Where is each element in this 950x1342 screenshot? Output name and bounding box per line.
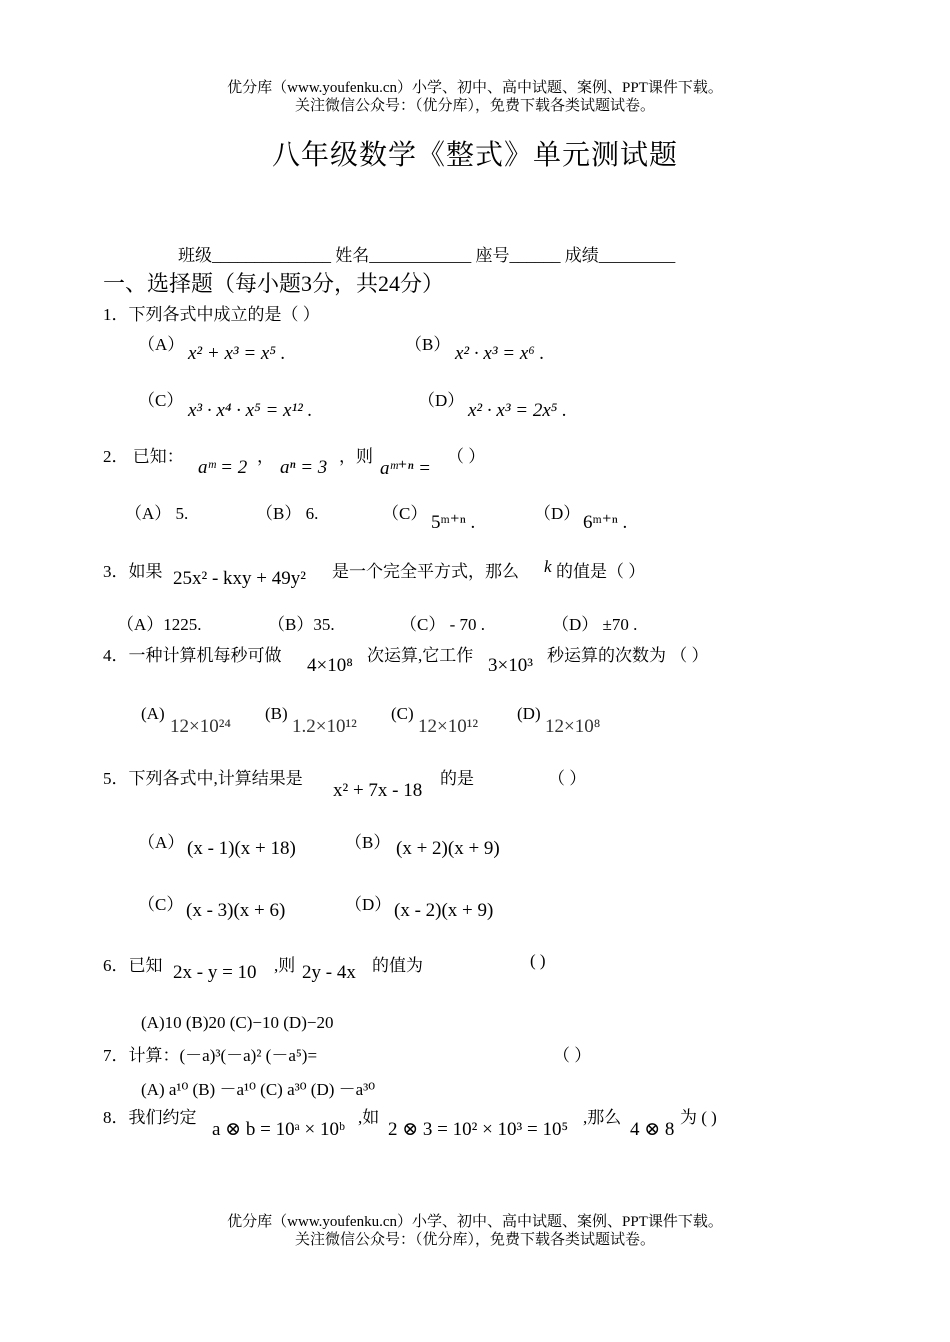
q8-definition: a ⊗ b = 10ᵃ × 10ᵇ xyxy=(212,1119,345,1140)
q4-option-d-label: (D) xyxy=(517,704,541,723)
q4-option-d: 12×10⁸ xyxy=(545,716,601,737)
q3-stem-middle: 是一个完全平方式，那么 xyxy=(332,562,519,581)
q2-then: ，则 xyxy=(339,447,373,466)
q8-example: 2 ⊗ 3 = 10² × 10³ = 10⁵ xyxy=(388,1119,569,1140)
q3-expression: 25x² - kxy + 49y² xyxy=(173,568,306,589)
q8-stem-then: ,那么 xyxy=(583,1108,622,1127)
q8-stem-end: 为 ( ) xyxy=(680,1108,717,1127)
q1-option-c-label: （C） xyxy=(138,391,184,410)
q8-query: 4 ⊗ 8 xyxy=(630,1119,675,1140)
q2-answer-paren: （ ） xyxy=(447,447,486,466)
q3-variable-k: k xyxy=(544,557,552,576)
q1-option-d-label: （D） xyxy=(418,391,465,410)
page-title: 八年级数学《整式》单元测试题 xyxy=(271,140,678,171)
q1-option-b: x² · x³ = x⁶ . xyxy=(455,343,545,364)
q4-option-b-label: (B) xyxy=(265,704,288,723)
q5-answer-paren: （ ） xyxy=(548,769,587,788)
header-line-1: 优分库（www.youfenku.cn）小学、初中、高中试题、案例、PPT课件下载。 xyxy=(227,80,723,96)
q1-option-b-label: （B） xyxy=(405,335,451,354)
q3-option-c: （C） - 70 . xyxy=(400,615,485,634)
q2-option-b: （B） 6. xyxy=(256,504,319,523)
q5-option-c-label: （C） xyxy=(138,895,184,914)
q6-stem-end: 的值为 xyxy=(372,956,423,975)
q5-option-a: (x - 1)(x + 18) xyxy=(187,838,296,859)
q8-stem-example: ,如 xyxy=(358,1108,380,1127)
q2-expr-3: aᵐ⁺ⁿ = xyxy=(380,458,432,479)
q5-option-d-label: （D） xyxy=(345,895,392,914)
q6-stem-middle: ,则 xyxy=(274,956,296,975)
q6-stem-start: 6．已知 xyxy=(103,956,163,975)
q4-stem-start: 4．一种计算机每秒可做 xyxy=(103,646,282,665)
q5-option-b-label: （B） xyxy=(345,833,391,852)
footer-line-2: 关注微信公众号：（优分库），免费下载各类试题试卷。 xyxy=(294,1232,655,1248)
q2-expr-1: aᵐ = 2 xyxy=(198,457,248,478)
q7-stem: 7．计算：(－a)³(－a)² (－a⁵)= xyxy=(103,1046,318,1065)
q2-option-d-label: （D） xyxy=(534,504,581,523)
q7-options: (A) a¹⁰ (B) －a¹⁰ (C) a³⁰ (D) －a³⁰ xyxy=(141,1080,376,1099)
q1-option-d: x² · x³ = 2x⁵ . xyxy=(468,400,567,421)
q4-option-a: 12×10²⁴ xyxy=(170,716,232,737)
q2-comma: ， xyxy=(257,447,274,466)
q2-option-d: 6ᵐ⁺ⁿ . xyxy=(583,512,628,533)
q4-option-a-label: (A) xyxy=(141,704,165,723)
q2-stem: 2． 已知： xyxy=(103,447,184,466)
q3-stem-start: 3．如果 xyxy=(103,562,163,581)
q4-option-c: 12×10¹² xyxy=(418,716,479,737)
q4-expr-2: 3×10³ xyxy=(488,655,533,676)
q5-stem-start: 5．下列各式中,计算结果是 xyxy=(103,769,303,788)
q6-expr-2: 2y - 4x xyxy=(302,962,356,983)
q6-answer-paren: ( ) xyxy=(530,951,546,970)
q4-stem-end: 秒运算的次数为 （ ） xyxy=(547,646,709,665)
q2-option-c-label: （C） xyxy=(382,504,428,523)
q4-stem-middle: 次运算,它工作 xyxy=(367,646,474,665)
footer-line-1: 优分库（www.youfenku.cn）小学、初中、高中试题、案例、PPT课件下载。 xyxy=(227,1214,723,1230)
q4-expr-1: 4×10⁸ xyxy=(307,655,353,676)
q1-option-a: x² + x³ = x⁵ . xyxy=(188,343,286,364)
q1-option-c: x³ · x⁴ · x⁵ = x¹² . xyxy=(188,400,313,421)
q5-option-b: (x + 2)(x + 9) xyxy=(396,838,500,859)
q2-option-a: （A） 5. xyxy=(125,504,189,523)
q5-expression: x² + 7x - 18 xyxy=(333,780,423,801)
q3-stem-end: 的值是（ ） xyxy=(556,562,646,581)
q3-option-d: （D） ±70 . xyxy=(552,615,638,634)
q1-option-a-label: （A） xyxy=(138,335,185,354)
q3-option-b: （B）35. xyxy=(268,615,335,634)
q5-stem-end: 的是 xyxy=(440,769,474,788)
q6-options: (A)10 (B)20 (C)−10 (D)−20 xyxy=(141,1013,334,1032)
student-info-line: 班级______________ 姓名____________ 座号______ 成绩_________ xyxy=(178,246,676,265)
q8-stem-start: 8．我们约定 xyxy=(103,1108,197,1127)
q4-option-c-label: (C) xyxy=(391,704,414,723)
q3-option-a: （A）1225. xyxy=(117,615,202,634)
q7-answer-paren: （ ） xyxy=(553,1046,592,1065)
q5-option-c: (x - 3)(x + 6) xyxy=(186,900,286,921)
q2-option-c: 5ᵐ⁺ⁿ . xyxy=(431,512,476,533)
q4-option-b: 1.2×10¹² xyxy=(292,716,357,737)
header-line-2: 关注微信公众号：（优分库），免费下载各类试题试卷。 xyxy=(294,98,655,114)
q1-stem: 1．下列各式中成立的是（ ） xyxy=(103,305,320,324)
section-heading: 一、选择题（每小题3分，共24分） xyxy=(103,271,445,296)
q5-option-d: (x - 2)(x + 9) xyxy=(394,900,494,921)
q2-expr-2: aⁿ = 3 xyxy=(280,457,328,478)
q5-option-a-label: （A） xyxy=(138,833,185,852)
q6-expr-1: 2x - y = 10 xyxy=(173,962,257,983)
